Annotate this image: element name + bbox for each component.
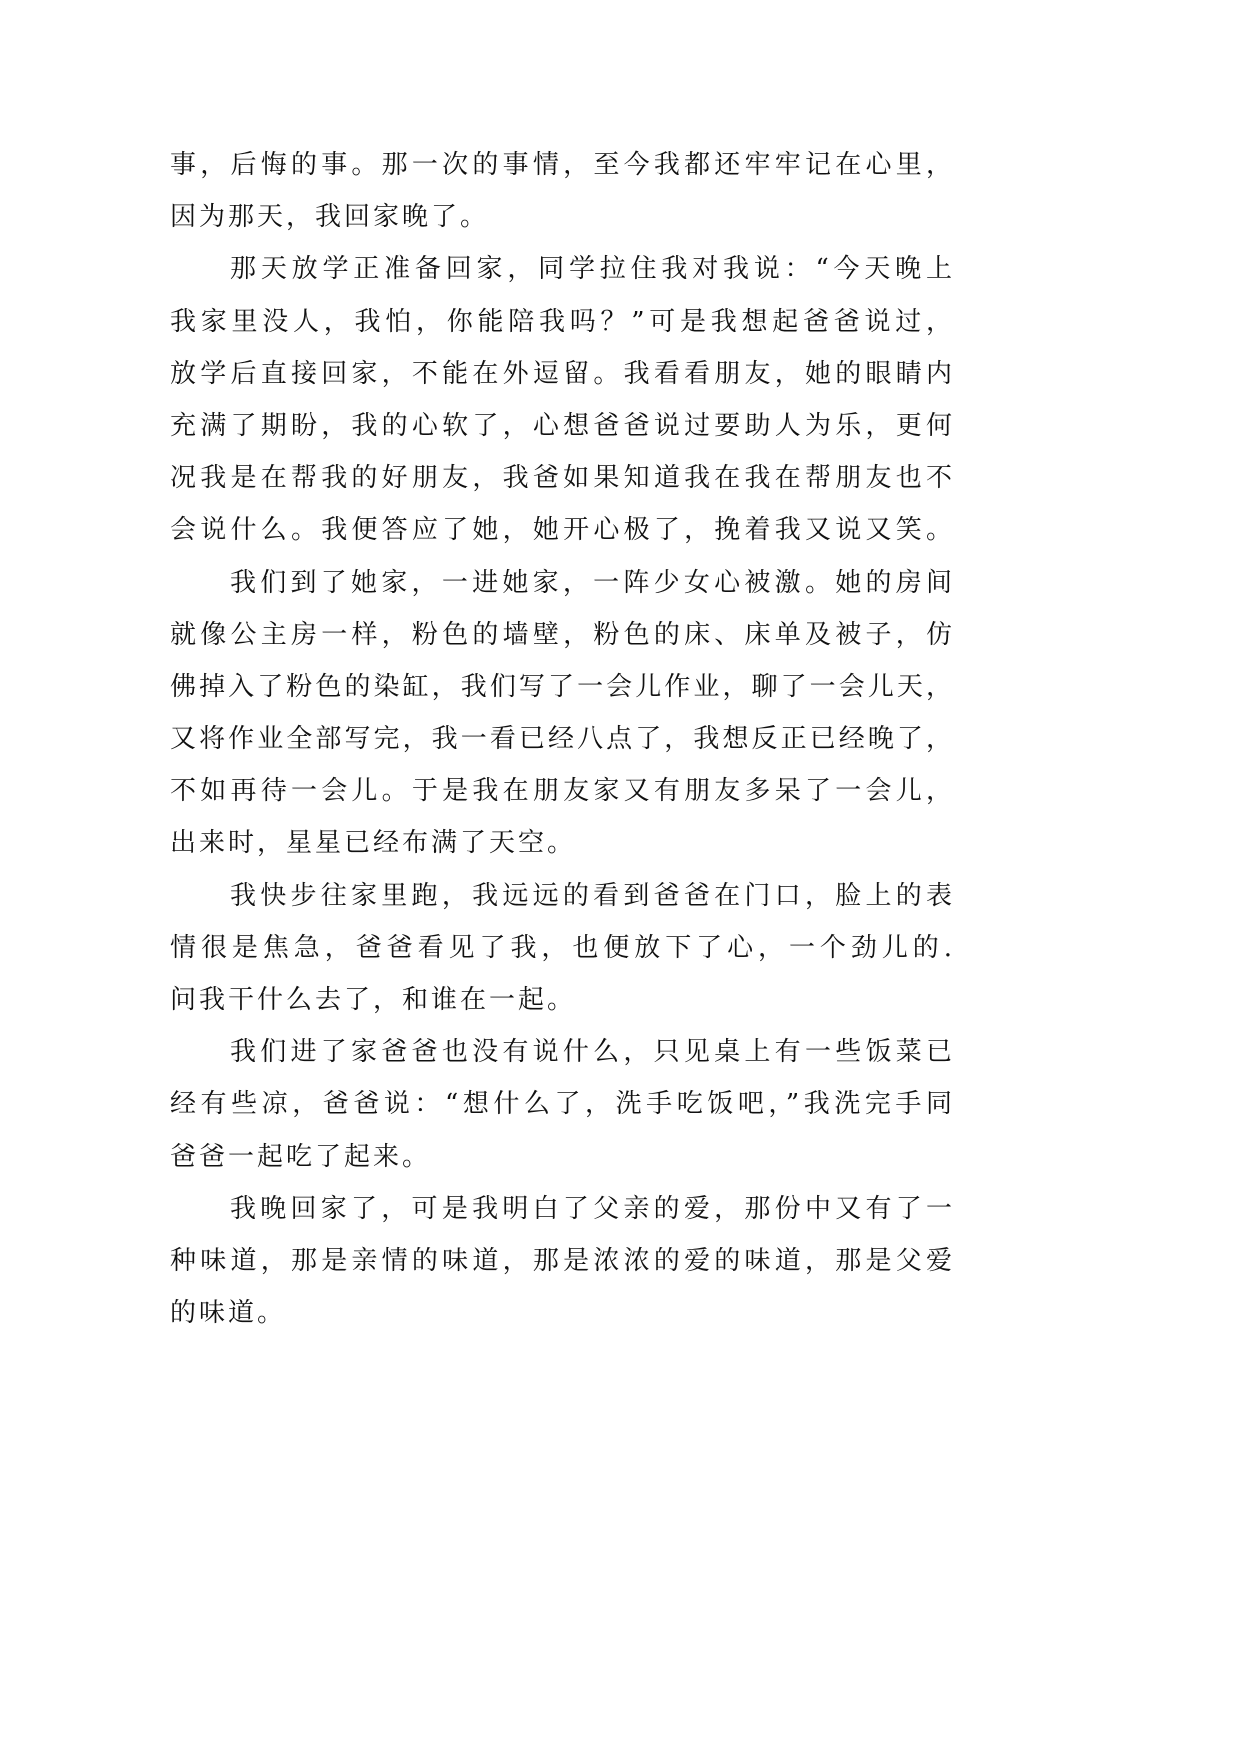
text-line: 佛掉入了粉色的染缸，我们写了一会儿作业，聊了一会儿天， [170,671,952,702]
text-line: 况我是在帮我的好朋友，我爸如果知道我在我在帮朋友也不 [170,463,952,494]
text-line: 因为那天，我回家晚了。 [170,202,490,233]
text-line: 我家里没人，我怕，你能陪我吗？”可是我想起爸爸说过， [170,306,952,337]
text-line: 那天放学正准备回家，同学拉住我对我说：“今天晚上 [230,254,952,285]
text-line: 我晚回家了，可是我明白了父亲的爱，那份中又有了一 [230,1193,952,1224]
text-line: 我们进了家爸爸也没有说什么，只见桌上有一些饭菜已 [230,1037,952,1068]
paragraph [170,1026,952,1183]
paragraph [170,1183,952,1340]
paragraph [170,557,952,870]
paragraph [170,870,952,1027]
text-line: 爸爸一起吃了起来。 [170,1141,432,1172]
paragraph [170,243,952,556]
text-line: 情很是焦急，爸爸看见了我，也便放下了心，一个劲儿的. [170,932,952,963]
text-line: 我们到了她家，一进她家，一阵少女心被激。她的房间 [230,567,952,598]
paragraph [170,139,952,243]
text-line: 我快步往家里跑，我远远的看到爸爸在门口，脸上的表 [230,880,952,911]
text-line: 就像公主房一样，粉色的墙壁，粉色的床、床单及被子，仿 [170,619,952,650]
text-line: 出来时，星星已经布满了天空。 [170,828,577,859]
text-line: 事，后悔的事。那一次的事情，至今我都还牢牢记在心里， [170,150,952,180]
text-line: 又将作业全部写完，我一看已经八点了，我想反正已经晚了， [170,724,952,755]
text-line: 经有些凉，爸爸说：“想什么了，洗手吃饭吧，”我洗完手同 [170,1089,952,1120]
body-text [170,139,952,1339]
text-line: 的味道。 [170,1298,287,1329]
text-line: 种味道，那是亲情的味道，那是浓浓的爱的味道，那是父爱 [170,1245,952,1276]
text-line: 放学后直接回家，不能在外逗留。我看看朋友，她的眼睛内 [170,358,952,389]
text-line: 不如再待一会儿。于是我在朋友家又有朋友多呆了一会儿， [170,776,952,807]
text-line: 充满了期盼，我的心软了，心想爸爸说过要助人为乐，更何 [170,410,952,441]
text-line: 问我干什么去了，和谁在一起。 [170,985,577,1015]
text-line: 会说什么。我便答应了她，她开心极了，挽着我又说又笑。 [170,515,952,546]
